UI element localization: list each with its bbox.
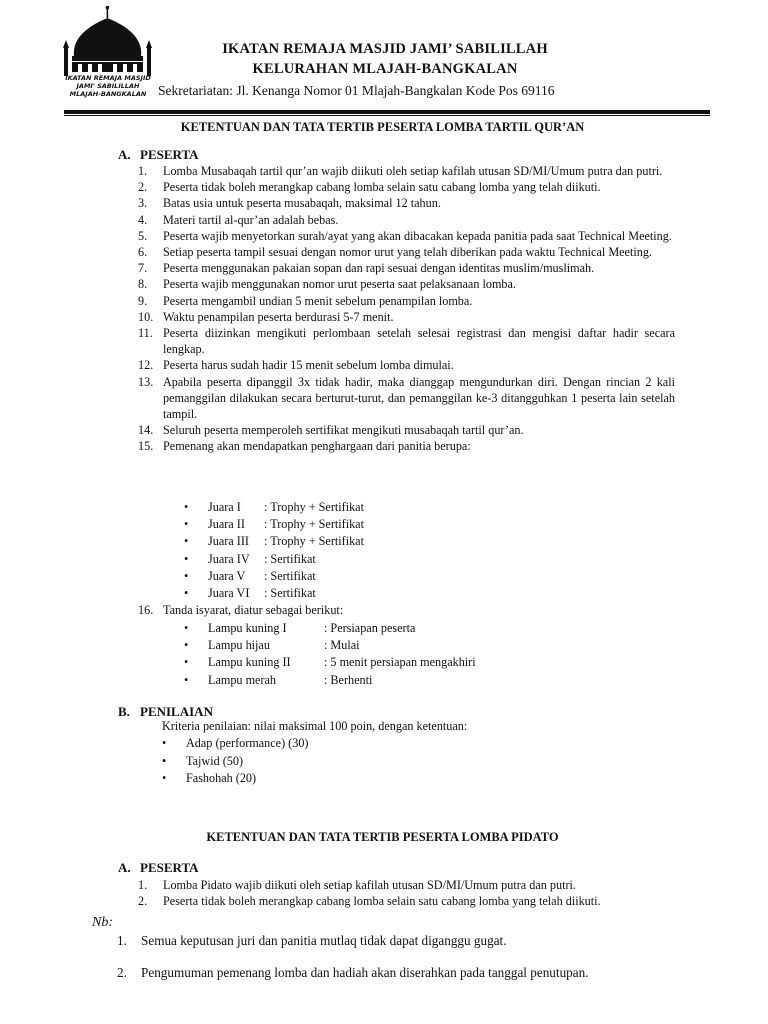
list-item: 9. Peserta mengambil undian 5 menit sebelum penampilan lomba. (138, 293, 473, 308)
list-item: • Lampu merah : Berhenti (184, 672, 476, 689)
list-item: 8. Peserta wajib menggunakan nomor urut peserta saat pelaksanaan lomba. (138, 277, 516, 292)
bullet-icon: • (184, 500, 189, 514)
bullet-icon: • (162, 771, 167, 785)
bullet-icon: • (184, 655, 189, 670)
peserta-list-continued (138, 602, 675, 618)
penilaian-intro: Kriteria penilaian: nilai maksimal 100 poin, dengan ketentuan: (162, 719, 468, 733)
list-item: 6. Setiap peserta tampil sesuai dengan nomor urut yang telah diberikan pada waktu Technical Meeting. (138, 245, 652, 260)
bullet-icon: • (184, 551, 189, 566)
list-item: • Adap (performance) (30) (162, 735, 309, 753)
list-item: • Juara III : Trophy + Sertifikat (184, 533, 364, 550)
criteria-list (162, 735, 309, 788)
list-item: 2. Peserta tidak boleh merangkap cabang lomba selain satu cabang lomba yang telah diikuti. (138, 180, 601, 195)
list-item: 12. Peserta harus sudah hadir 15 menit sebelum lomba dimulai. (138, 358, 454, 373)
list-item: • Juara II : Trophy + Sertifikat (184, 516, 364, 533)
bullet-icon: • (162, 736, 167, 750)
list-item: 7. Peserta menggunakan pakaian sopan dan rapi sesuai dengan identitas muslim/muslimah. (138, 261, 595, 276)
list-item: 11. Peserta diizinkan mengikuti perlombaan setelah selesai registrasi dan mengisi daftar hadir secara lengkap. (138, 326, 675, 357)
list-item: • Juara VI : Sertifikat (184, 585, 364, 602)
org-location: KELURAHAN MLAJAH-BANGKALAN (252, 61, 518, 77)
list-item: 14. Seluruh peserta memperoleh sertifikat mengikuti musabaqah tartil qur’an. (138, 423, 524, 438)
bullet-icon: • (184, 672, 189, 687)
logo-caption: IKATAN REMAJA MASJID JAMI' SABILILLAH MLAJAH-BANGKALAN (65, 74, 151, 98)
list-item: • Lampu kuning II : 5 menit persiapan mengakhiri (184, 654, 476, 671)
section-heading-peserta-pidato: A. PESERTA (118, 860, 199, 875)
section-heading-penilaian: B. PENILAIAN (118, 704, 213, 719)
bullet-icon: • (184, 568, 189, 583)
list-item: • Juara V : Sertifikat (184, 568, 364, 585)
list-item: 1. Lomba Pidato wajib diikuti oleh setiap kafilah utusan SD/MI/Umum putra dan putri. (138, 878, 576, 892)
list-item: 15. Pemenang akan mendapatkan penghargaan dari panitia berupa: (138, 439, 471, 454)
bullet-icon: • (184, 517, 189, 532)
bullet-icon: • (184, 534, 189, 549)
bullet-icon: • (184, 586, 189, 601)
section-title-tartil: KETENTUAN DAN TATA TERTIB PESERTA LOMBA TARTIL QUR’AN (180, 120, 585, 134)
peserta-list (138, 163, 675, 455)
list-item: 2. Peserta tidak boleh merangkap cabang lomba selain satu cabang lomba yang telah diikuti. (138, 894, 601, 909)
list-item: • Lampu kuning I : Persiapan peserta (184, 620, 476, 637)
signal-list (184, 620, 476, 689)
note-item-1: 1. Semua keputusan juri dan panitia mutlaq tidak dapat diganggu gugat. (117, 933, 507, 948)
bullet-icon: • (162, 753, 167, 768)
list-item: 1. Lomba Musabaqah tartil qur’an wajib diikuti oleh setiap kafilah utusan SD/MI/Umum putra dan putri. (138, 164, 663, 178)
prize-list (184, 499, 364, 602)
list-item: • Lampu hijau : Mulai (184, 637, 476, 654)
notes-label: Nb: (92, 915, 113, 930)
list-item: 10. Waktu penampilan peserta berdurasi 5-7 menit. (138, 309, 394, 324)
section-title-pidato: KETENTUAN DAN TATA TERTIB PESERTA LOMBA PIDATO (206, 830, 559, 844)
org-address: Sekretariatan: Jl. Kenanga Nomor 01 Mlajah-Bangkalan Kode Pos 69116 (158, 83, 555, 98)
pidato-peserta-list (138, 877, 675, 909)
bullet-icon: • (184, 638, 189, 653)
list-item: • Juara IV : Sertifikat (184, 551, 364, 568)
note-item-2: 2. Pengumuman pemenang lomba dan hadiah akan diserahkan pada tanggal penutupan. (117, 965, 589, 980)
list-item: 3. Batas usia untuk peserta musabaqah, maksimal 12 tahun. (138, 196, 441, 211)
org-name: IKATAN REMAJA MASJID JAMI’ SABILILLAH (222, 41, 548, 57)
header-divider-thick (64, 110, 710, 114)
section-heading-peserta: A. PESERTA (118, 147, 199, 162)
list-item: • Fashohah (20) (162, 770, 309, 788)
list-item: 4. Materi tartil al-qur’an adalah bebas. (138, 212, 339, 227)
list-item: • Tajwid (50) (162, 753, 309, 771)
list-item: 16. Tanda isyarat, diatur sebagai berikut: (138, 603, 344, 617)
list-item: 13. Apabila peserta dipanggil 3x tidak hadir, maka dianggap mengundurkan diri. Dengan rincian 2 kali pemanggilan dilakukan secara berturut-turut, dan pemanggilan ke-3 ditangguhkan 1 peserta lain setelah tampil. (138, 374, 675, 422)
list-item: 5. Peserta wajib menyetorkan surah/ayat yang akan dibacakan kepada panitia pada saat Technical Meeting. (138, 228, 672, 243)
list-item: • Juara I : Trophy + Sertifikat (184, 499, 364, 516)
bullet-icon: • (184, 621, 189, 635)
header-divider-thin (64, 115, 710, 116)
